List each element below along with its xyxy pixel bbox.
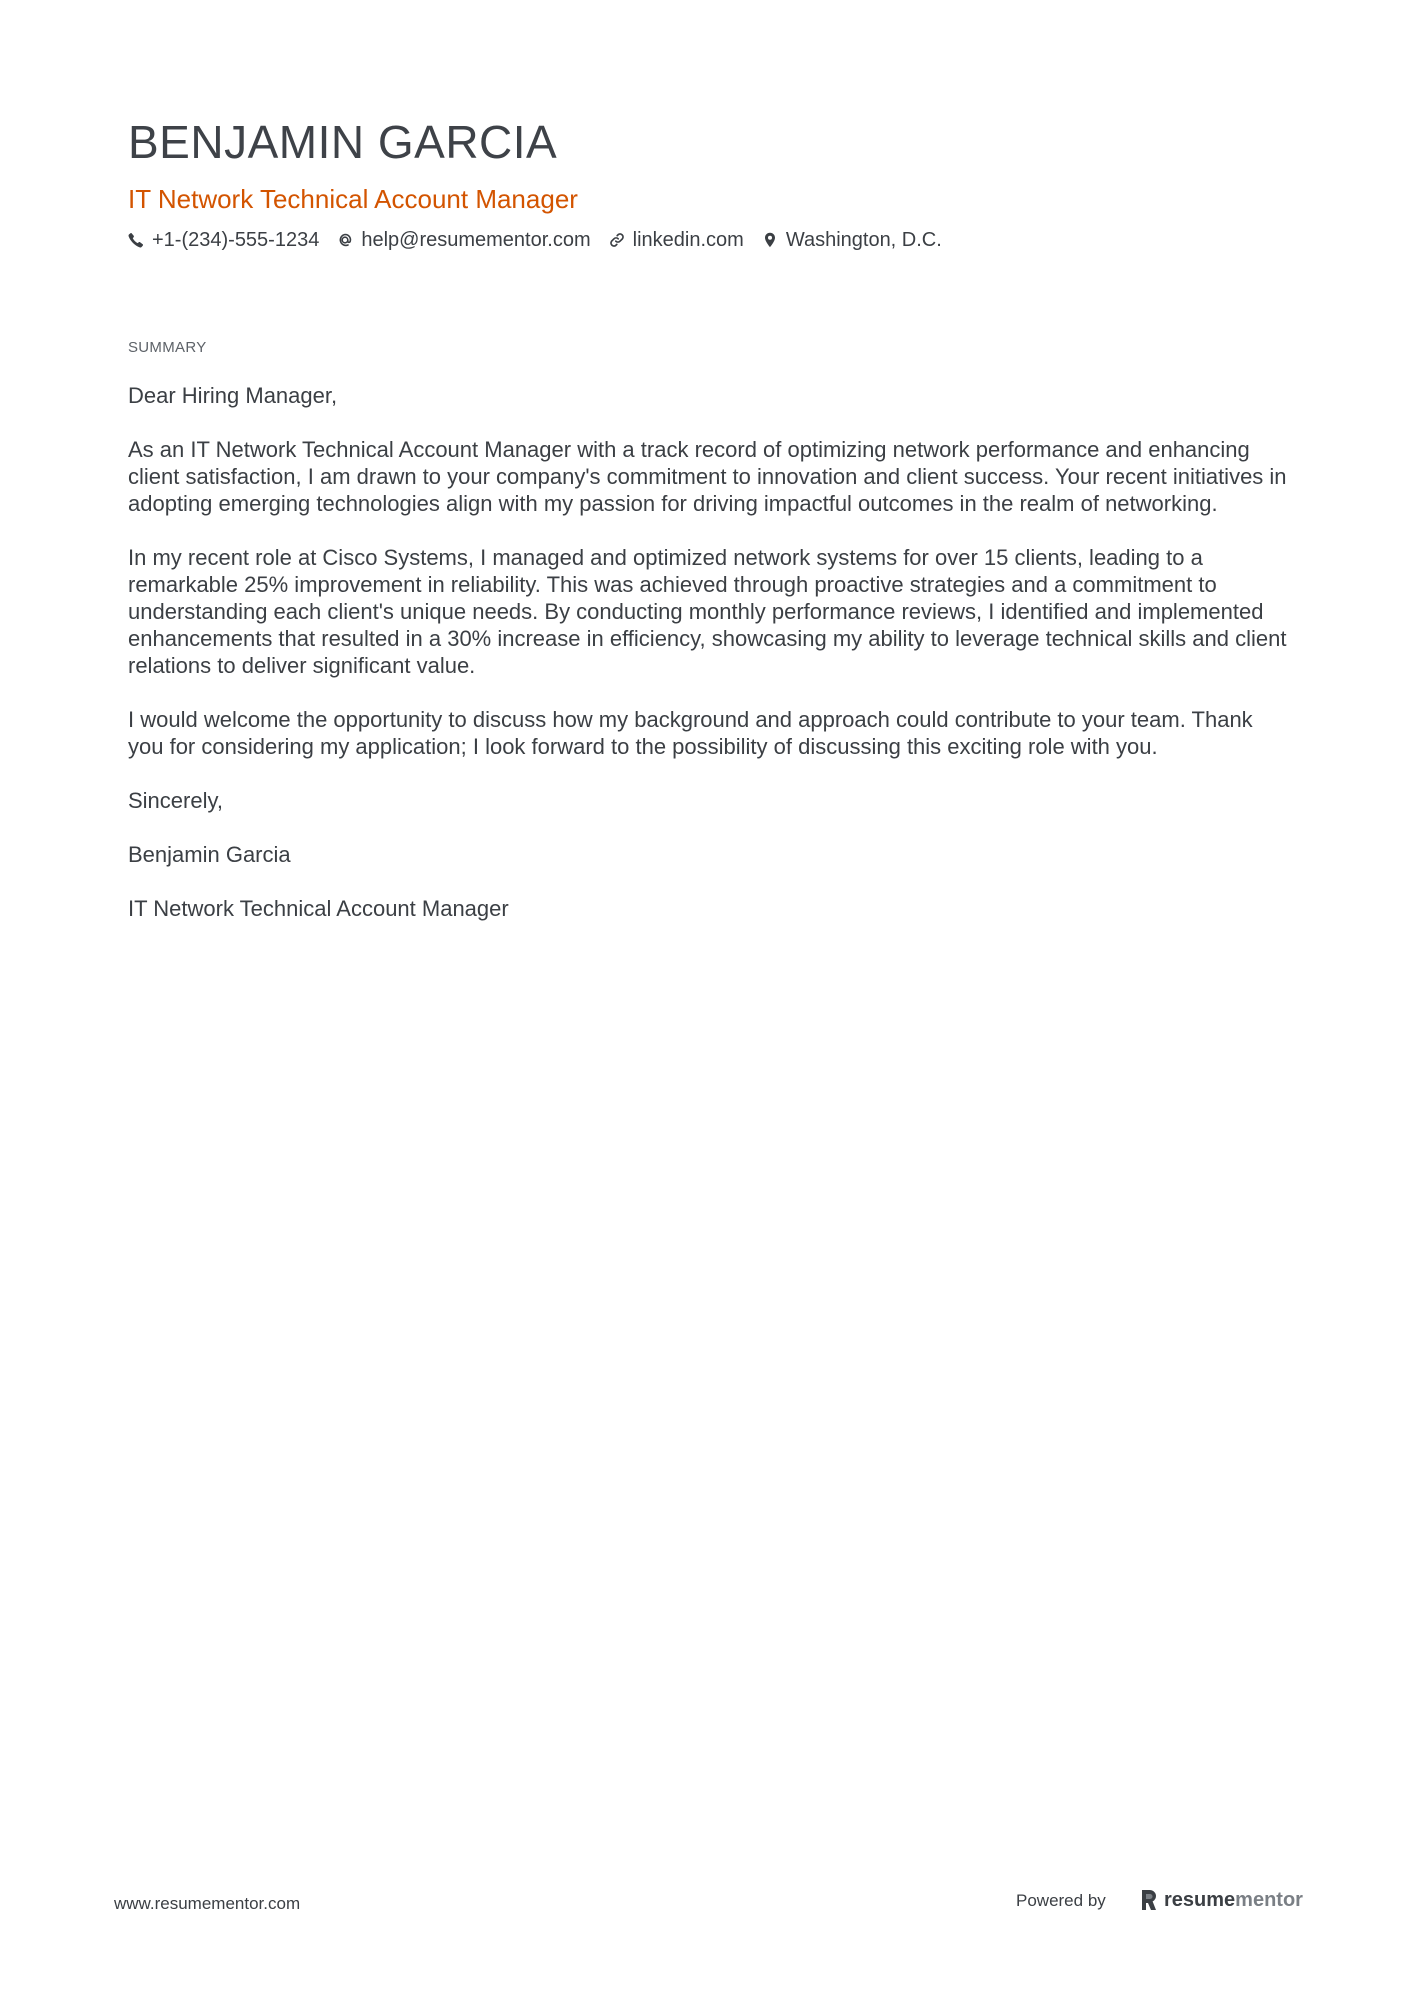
link-icon <box>609 232 625 248</box>
contact-linkedin[interactable] <box>609 226 744 254</box>
powered-by-label: Powered by <box>1016 1891 1106 1910</box>
location-text: Washington, D.C. <box>785 229 942 251</box>
location-pin-icon <box>762 232 778 248</box>
brand-name-strong: resume <box>1164 1889 1236 1911</box>
resumementor-logo-icon <box>1140 1889 1158 1911</box>
job-title: IT Network Technical Account Manager <box>128 184 578 214</box>
at-icon <box>337 232 353 248</box>
contact-bar <box>128 226 1288 254</box>
phone-text: +1-(234)-555-1234 <box>152 229 320 251</box>
brand-name-light: mentor <box>1235 1889 1303 1911</box>
letter-body <box>128 382 1293 949</box>
letter-paragraph: In my recent role at Cisco Systems, I managed and optimized network systems for over 15 clients, leading to a remarkable 25% improvement in reliability. This was achieved through proactive strategies and a commitment to understanding each client's unique needs. By conducting monthly performance reviews, I identified and implemented enhancements that resulted in a 30% increase in efficiency, showcasing my ability to leverage technical skills and client relations to deliver significant value. <box>128 545 1287 678</box>
candidate-name: BENJAMIN GARCIA <box>128 116 558 168</box>
signature-title: IT Network Technical Account Manager <box>128 896 509 921</box>
closing: Sincerely, <box>128 788 223 813</box>
contact-location <box>762 226 942 254</box>
linkedin-text: linkedin.com <box>632 229 744 251</box>
greeting: Dear Hiring Manager, <box>128 383 338 408</box>
phone-icon <box>128 232 144 248</box>
brand-logo[interactable] <box>1140 1887 1303 1913</box>
section-heading-summary: SUMMARY <box>128 339 207 356</box>
footer-website-link[interactable]: www.resumementor.com <box>114 1894 301 1913</box>
letter-paragraph: I would welcome the opportunity to discuss how my background and approach could contribute to your team. Thank you for considering my application; I look forward to the possibility of discussing this exciting role with you. <box>128 707 1253 759</box>
letter-paragraph: As an IT Network Technical Account Manager with a track record of optimizing network performance and enhancing client satisfaction, I am drawn to your company's commitment to innovation and client success. Your recent initiatives in adopting emerging technologies align with my passion for driving impactful outcomes in the realm of networking. <box>128 437 1287 516</box>
email-text: help@resumementor.com <box>361 229 591 251</box>
contact-phone[interactable] <box>128 226 319 254</box>
contact-email[interactable] <box>337 226 590 254</box>
signature-name: Benjamin Garcia <box>128 842 291 867</box>
header <box>128 112 1288 254</box>
